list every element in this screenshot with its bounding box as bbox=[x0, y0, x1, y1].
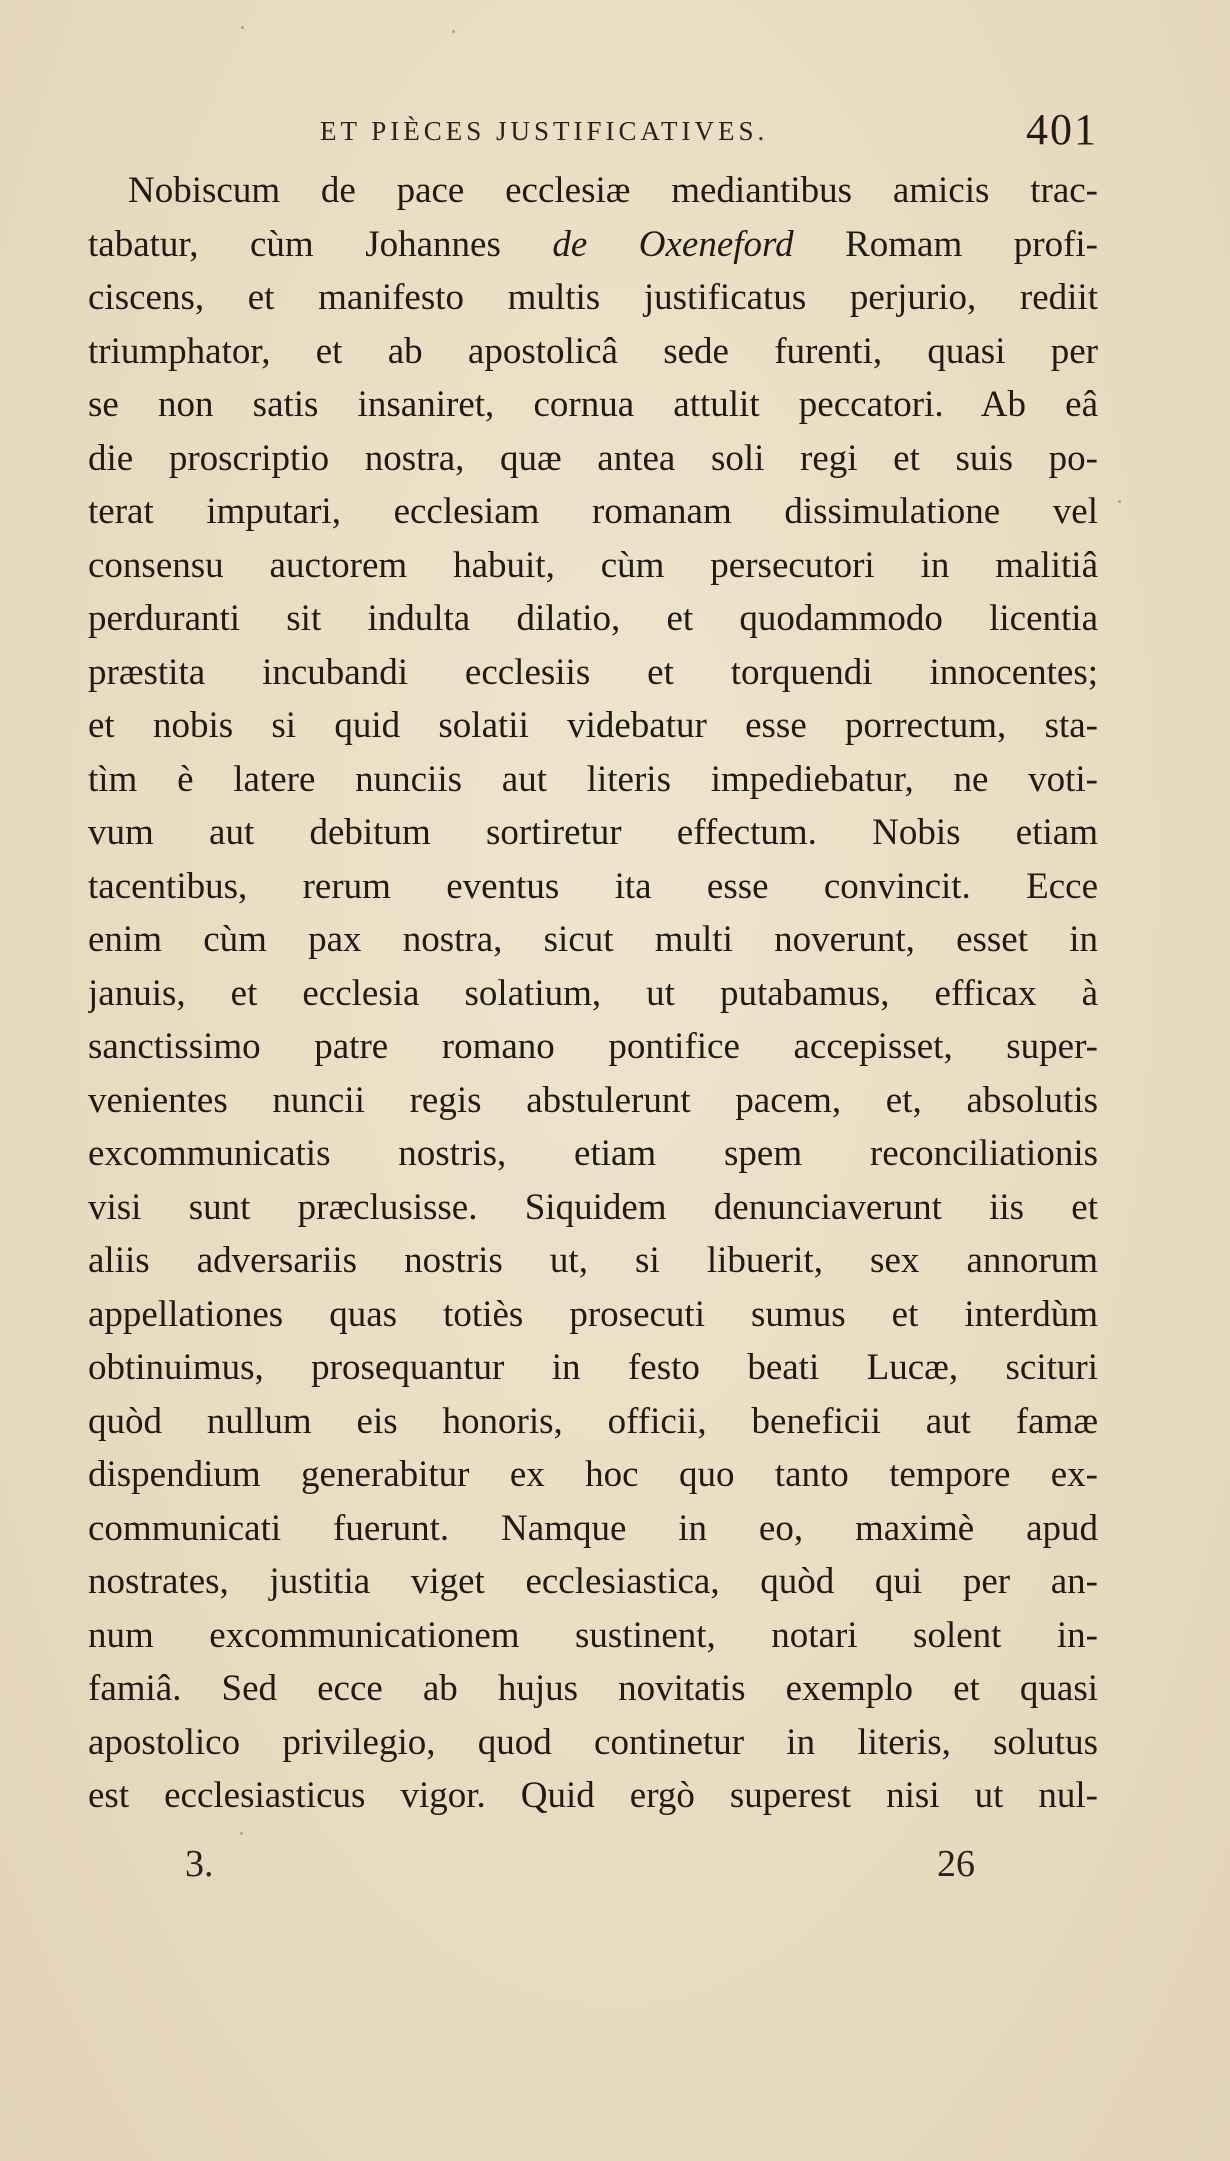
text-line: tìm è latere nunciis aut literis impediebatur, ne voti- bbox=[88, 758, 1098, 800]
text-line: vum aut debitum sortiretur effectum. Nobis etiam bbox=[88, 812, 1098, 853]
text-line: excommunicatis nostris, etiam spem reconciliationis bbox=[88, 1133, 1098, 1174]
text-line: terat imputari, ecclesiam romanam dissimulatione vel bbox=[88, 491, 1098, 532]
text-line: num excommunicationem sustinent, notari solent in- bbox=[88, 1614, 1098, 1656]
running-title: ET PIÈCES JUSTIFICATIVES. bbox=[320, 116, 769, 146]
text-line: tacentibus, rerum eventus ita esse convincit. Ecce bbox=[88, 865, 1098, 907]
text-line: est ecclesiasticus vigor. Quid ergò superest nisi ut nul- bbox=[88, 1775, 1098, 1816]
text-line: famiâ. Sed ecce ab hujus novitatis exemplo et quasi bbox=[88, 1668, 1098, 1709]
text-line: quòd nullum eis honoris, officii, beneficii aut famæ bbox=[88, 1400, 1098, 1442]
body-text bbox=[88, 164, 1098, 1823]
text-line: aliis adversariis nostris ut, si libuerit, sex annorum bbox=[88, 1240, 1098, 1281]
paper-speck bbox=[240, 1832, 243, 1835]
text-line: consensu auctorem habuit, cùm persecutori in malitiâ bbox=[88, 544, 1098, 586]
text-line: januis, et ecclesia solatium, ut putabamus, efficax à bbox=[88, 972, 1098, 1014]
text-line: communicati fuerunt. Namque in eo, maximè apud bbox=[88, 1507, 1098, 1549]
text-line: præstita incubandi ecclesiis et torquendi innocentes; bbox=[88, 651, 1098, 693]
text-line: visi sunt præclusisse. Siquidem denunciaverunt iis et bbox=[88, 1186, 1098, 1228]
text-line: venientes nuncii regis abstulerunt pacem, et, absolutis bbox=[88, 1079, 1098, 1121]
text-line: se non satis insaniret, cornua attulit peccatori. Ab eâ bbox=[88, 384, 1098, 425]
running-head bbox=[88, 105, 1098, 158]
text-line: obtinuimus, prosequantur in festo beati Lucæ, scituri bbox=[88, 1347, 1098, 1388]
text-line: appellationes quas totiès prosecuti sumus et interdùm bbox=[88, 1293, 1098, 1335]
text-line: perduranti sit indulta dilatio, et quodammodo licentia bbox=[88, 598, 1098, 639]
text-line: ciscens, et manifesto multis justificatus perjurio, rediit bbox=[88, 277, 1098, 318]
sheet-number: 26 bbox=[937, 1843, 975, 1885]
text-line: Nobiscum de pace ecclesiæ mediantibus amicis trac- bbox=[128, 170, 1098, 211]
paper-speck bbox=[1118, 500, 1121, 503]
paper-speck bbox=[452, 30, 455, 33]
text-line: nostrates, justitia viget ecclesiastica, quòd qui per an- bbox=[88, 1561, 1098, 1602]
signature-mark: 3. bbox=[185, 1843, 214, 1885]
text-line: sanctissimo patre romano pontifice accepisset, super- bbox=[88, 1026, 1098, 1067]
text-line: et nobis si quid solatii videbatur esse porrectum, sta- bbox=[88, 705, 1098, 746]
text-line: die proscriptio nostra, quæ antea soli regi et suis po- bbox=[88, 437, 1098, 479]
text-line: apostolico privilegio, quod continetur in literis, solutus bbox=[88, 1721, 1098, 1763]
text-line: dispendium generabitur ex hoc quo tanto tempore ex- bbox=[88, 1454, 1098, 1495]
text-line: enim cùm pax nostra, sicut multi noverunt, esset in bbox=[88, 919, 1098, 960]
text-line: triumphator, et ab apostolicâ sede furenti, quasi per bbox=[88, 330, 1098, 372]
page-number: 401 bbox=[1026, 105, 1098, 154]
footer-signature bbox=[185, 1842, 975, 1902]
text-line: tabatur, cùm Johannes de Oxeneford Romam profi- bbox=[88, 223, 1098, 265]
paper-speck bbox=[241, 26, 244, 29]
